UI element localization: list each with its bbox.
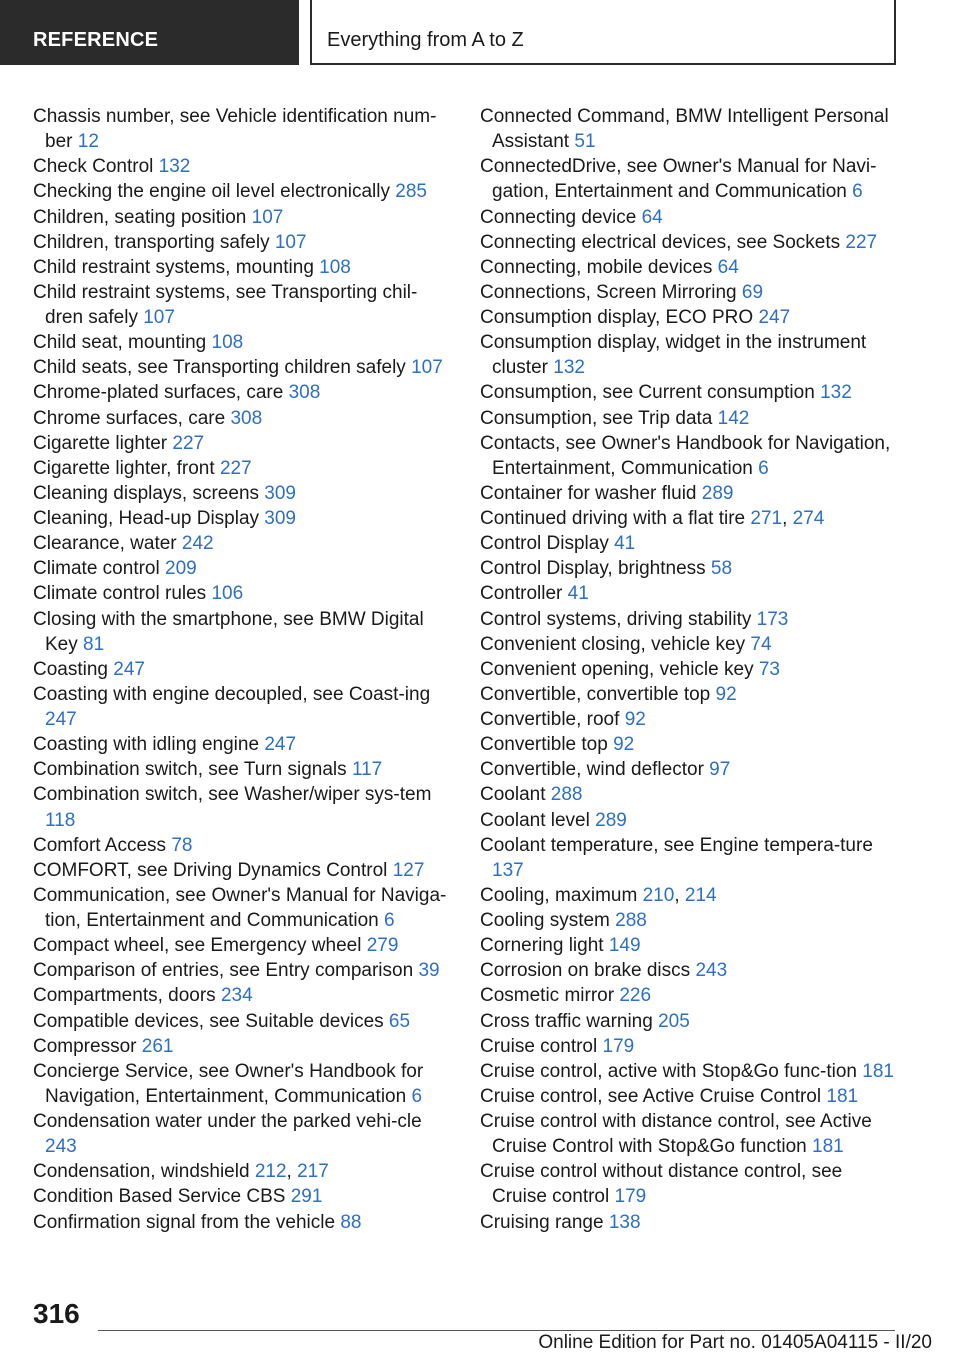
index-entry xyxy=(480,581,900,606)
page-reference-link[interactable]: 132 xyxy=(553,357,585,379)
page-reference-link[interactable]: 247 xyxy=(45,709,77,730)
index-entry xyxy=(33,1184,453,1209)
index-term: Connecting device xyxy=(480,206,642,228)
index-term: Combination switch, see Turn signals xyxy=(33,759,352,781)
index-entry xyxy=(480,607,900,632)
index-entry xyxy=(33,506,453,531)
section-tab xyxy=(0,0,299,65)
page-reference-link[interactable]: 288 xyxy=(550,784,583,806)
index-entry xyxy=(33,858,453,883)
index-term: Condensation, windshield xyxy=(33,1161,255,1183)
page-reference-link[interactable]: 288 xyxy=(615,910,647,931)
page-reference-link[interactable]: 92 xyxy=(715,683,737,705)
index-entry xyxy=(33,983,453,1008)
index-entry xyxy=(33,154,453,179)
index-term: Coasting with idling engine xyxy=(33,734,265,756)
index-entry xyxy=(33,607,453,657)
page-reference-link[interactable]: 41 xyxy=(567,583,589,605)
page-reference-link[interactable]: 309 xyxy=(264,482,296,504)
index-term: Confirmation signal from the vehicle xyxy=(33,1211,341,1233)
page-reference-link[interactable]: 118 xyxy=(45,809,76,831)
index-entry xyxy=(33,732,453,757)
page-reference-link[interactable]: 243 xyxy=(695,960,728,982)
index-term: Cruise control with distance control, see Active Cruise Control with Stop&Go function xyxy=(480,1111,872,1158)
index-entry xyxy=(480,531,900,556)
index-term: Cruising range xyxy=(480,1211,609,1233)
index-term: Cruise control, see Active Cruise Control xyxy=(480,1085,827,1107)
index-entry xyxy=(480,205,900,230)
index-term: Check Control xyxy=(33,156,159,178)
page-reference-link[interactable]: 227 xyxy=(219,457,252,479)
index-term: Compatible devices, see Suitable devices xyxy=(33,1010,389,1032)
index-term: Compact wheel, see Emergency wheel xyxy=(33,935,367,957)
page-reference-link[interactable]: 234 xyxy=(220,985,253,1007)
index-entry xyxy=(33,330,453,355)
index-term: Cruise control, active with Stop&Go func-tion xyxy=(480,1060,863,1082)
index-entry xyxy=(480,732,900,757)
index-term: Connections, Screen Mirroring xyxy=(480,281,742,303)
page-reference-link[interactable]: 107 xyxy=(274,231,307,253)
page-reference-link[interactable]: 64 xyxy=(641,206,663,228)
index-term: Children, seating position xyxy=(33,206,252,228)
page-reference-link[interactable]: 205 xyxy=(658,1010,690,1032)
footer-divider xyxy=(98,1330,895,1331)
index-entry xyxy=(33,230,453,255)
index-entry xyxy=(480,707,900,732)
index-entry xyxy=(480,958,900,983)
index-entry xyxy=(33,933,453,958)
index-entry xyxy=(480,556,900,581)
index-column-right xyxy=(480,104,900,1235)
index-term: Coolant xyxy=(480,784,551,806)
index-entry xyxy=(480,1059,900,1084)
index-entry: Cooling, maximum 210, 214 xyxy=(480,884,717,906)
index-term: Cleaning, Head-up Display xyxy=(33,508,265,529)
index-entry xyxy=(480,757,900,782)
page-reference-link[interactable]: 65 xyxy=(388,1010,411,1032)
page-reference-link[interactable]: 6 xyxy=(411,1085,423,1107)
index-entry xyxy=(480,657,900,682)
page-reference-link[interactable]: 149 xyxy=(608,935,641,957)
page-reference-link[interactable]: 212 xyxy=(254,1161,287,1183)
index-term: Connecting electrical devices, see Sockets xyxy=(480,231,846,253)
index-term: Climate control xyxy=(33,558,165,580)
index-term: Cigarette lighter, front xyxy=(33,457,220,479)
index-entry xyxy=(33,380,453,405)
index-term: Clearance, water xyxy=(33,533,182,555)
page-reference-link[interactable]: 12 xyxy=(77,131,99,153)
page-reference-link[interactable]: 271 xyxy=(750,508,783,529)
index-term: Cigarette lighter xyxy=(33,432,173,454)
index-entry xyxy=(33,1034,453,1059)
index-entry xyxy=(33,1210,453,1235)
index-entry xyxy=(480,255,900,280)
index-term: Comfort Access xyxy=(33,834,172,856)
index-term: Compressor xyxy=(33,1035,142,1057)
index-term: Cornering light xyxy=(480,935,609,957)
index-term: Child restraint systems, see Transporting chil-dren safely xyxy=(33,281,418,328)
index-entry xyxy=(480,833,900,883)
index-entry xyxy=(480,1109,900,1159)
index-term: Chrome-plated surfaces, care xyxy=(33,382,289,404)
index-term: Coolant level xyxy=(480,809,596,831)
page-reference-link[interactable]: 285 xyxy=(395,181,427,203)
page-reference-link[interactable]: 41 xyxy=(614,533,636,555)
page-reference-link[interactable]: 179 xyxy=(602,1035,635,1057)
index-entry xyxy=(33,757,453,782)
index-term: Consumption, see Trip data xyxy=(480,407,718,429)
index-entry xyxy=(33,280,453,330)
index-entry xyxy=(33,255,453,280)
index-entry xyxy=(33,556,453,581)
index-entry xyxy=(480,1084,900,1109)
index-term: Coasting xyxy=(33,658,114,680)
index-term: Controller xyxy=(480,583,568,605)
index-term: Child restraint systems, mounting xyxy=(33,256,320,278)
page-reference-link[interactable]: 242 xyxy=(181,533,214,555)
index-entry xyxy=(480,782,900,807)
page-reference-link[interactable]: 138 xyxy=(608,1211,641,1233)
index-entry xyxy=(33,883,453,933)
index-term: Chrome surfaces, care xyxy=(33,407,231,429)
index-entry xyxy=(33,833,453,858)
index-term: Convertible, roof xyxy=(480,709,625,730)
index-entry xyxy=(480,1159,900,1209)
index-term: Convertible top xyxy=(480,734,614,756)
page-reference-link[interactable]: 308 xyxy=(288,382,321,404)
page-reference-link[interactable]: 309 xyxy=(264,508,296,529)
page-reference-link[interactable]: 132 xyxy=(820,382,852,404)
index-entry xyxy=(33,682,453,732)
page-reference-link[interactable]: 142 xyxy=(717,407,750,429)
index-entry xyxy=(480,1210,900,1235)
index-entry xyxy=(480,230,900,255)
index-entry xyxy=(480,104,900,154)
index-entry xyxy=(480,330,900,380)
page-reference-link[interactable]: 73 xyxy=(758,658,780,680)
page-reference-link[interactable]: 289 xyxy=(595,809,627,831)
page-reference-link[interactable]: 247 xyxy=(264,734,297,756)
index-entry xyxy=(480,682,900,707)
page-reference-link[interactable]: 247 xyxy=(113,658,145,680)
index-entry xyxy=(33,1109,453,1159)
page-reference-link[interactable]: 69 xyxy=(741,281,764,303)
index-term: Concierge Service, see Owner's Handbook for Navigation, Entertainment, Communication xyxy=(33,1060,424,1107)
page-reference-link[interactable]: 179 xyxy=(614,1186,647,1208)
page-reference-link[interactable]: 6 xyxy=(852,181,863,203)
index-term: Cruise control without distance control, see Cruise control xyxy=(480,1161,843,1208)
index-entry xyxy=(33,205,453,230)
index-entry xyxy=(480,154,900,204)
page-reference-link[interactable]: 107 xyxy=(411,357,443,379)
index-entry xyxy=(33,531,453,556)
index-entry xyxy=(33,104,453,154)
index-term: Cosmetic mirror xyxy=(480,985,620,1007)
index-entry xyxy=(480,1009,900,1034)
page-reference-link[interactable]: 210 xyxy=(642,884,675,906)
edition-note: Online Edition for Part no. 01405A04115 - II/20 xyxy=(538,1332,932,1353)
page-reference-link[interactable]: 289 xyxy=(701,482,734,504)
page-reference-link[interactable]: 243 xyxy=(45,1136,77,1158)
index-entry xyxy=(480,1034,900,1059)
index-term: Condensation water under the parked vehi-cle xyxy=(33,1111,422,1132)
page-reference-link[interactable]: 97 xyxy=(709,759,731,781)
index-term: Contacts, see Owner's Handbook for Navigation, Entertainment, Communication xyxy=(480,432,891,479)
page-reference-link[interactable]: 214 xyxy=(684,884,717,906)
index-term: Closing with the smartphone, see BMW Digital Key xyxy=(33,608,424,655)
index-term: Connecting, mobile devices xyxy=(480,256,718,278)
index-entry xyxy=(480,933,900,958)
index-term: Cleaning displays, screens xyxy=(33,482,265,504)
index-term: Cooling, maximum xyxy=(480,884,643,906)
index-term: Convertible, convertible top xyxy=(480,683,716,705)
page-reference-link[interactable]: 6 xyxy=(384,910,395,931)
page-reference-link[interactable]: 217 xyxy=(297,1161,329,1183)
index-term: Consumption display, ECO PRO xyxy=(480,307,759,328)
page-reference-link[interactable]: 78 xyxy=(171,834,193,856)
index-term: Corrosion on brake discs xyxy=(480,960,696,982)
page-title: Everything from A to Z xyxy=(327,29,524,51)
index-term: Convenient closing, vehicle key xyxy=(480,633,751,655)
index-term: Consumption, see Current consumption xyxy=(480,382,821,404)
index-term: Coasting with engine decoupled, see Coast-ing xyxy=(33,683,431,705)
index-term: Cruise control xyxy=(480,1035,603,1057)
index-entry xyxy=(33,958,453,983)
index-entry xyxy=(480,406,900,431)
index-entry xyxy=(480,632,900,657)
index-entry xyxy=(33,355,453,380)
page-reference-link[interactable]: 137 xyxy=(492,859,524,881)
page-reference-link[interactable]: 108 xyxy=(319,256,351,278)
index-entry xyxy=(33,406,453,431)
index-term: Consumption display, widget in the instrument cluster xyxy=(480,332,867,379)
section-label: REFERENCE xyxy=(33,29,159,51)
index-entry xyxy=(33,1009,453,1034)
page-reference-link[interactable]: 92 xyxy=(624,709,646,730)
index-term: Combination switch, see Washer/wiper sys-tem xyxy=(33,784,432,806)
page-reference-link[interactable]: 181 xyxy=(862,1060,894,1082)
page-reference-link[interactable]: 181 xyxy=(826,1085,859,1107)
index-entry xyxy=(480,983,900,1008)
index-term: Container for washer fluid xyxy=(480,482,702,504)
page-reference-link[interactable]: 291 xyxy=(290,1186,323,1208)
page-reference-link[interactable]: 64 xyxy=(717,256,739,278)
page-reference-link[interactable]: 81 xyxy=(83,633,105,655)
index-entry xyxy=(33,481,453,506)
page-reference-link[interactable]: 227 xyxy=(172,432,205,454)
index-term: COMFORT, see Driving Dynamics Control xyxy=(33,859,393,881)
index-term: Checking the engine oil level electronically xyxy=(33,181,396,203)
index-term: Cross traffic warning xyxy=(480,1010,659,1032)
index-entry xyxy=(480,280,900,305)
page-reference-link[interactable]: 39 xyxy=(418,960,440,982)
page-reference-link[interactable]: 279 xyxy=(366,935,399,957)
index-term: Chassis number, see Vehicle identification num-ber xyxy=(33,106,437,153)
index-entry xyxy=(480,481,900,506)
index-entry: Condensation, windshield 212, 217 xyxy=(33,1161,329,1183)
page-reference-link[interactable]: 74 xyxy=(750,633,772,655)
index-entry xyxy=(33,456,453,481)
page-reference-link[interactable]: 132 xyxy=(158,156,191,178)
page-reference-link[interactable]: 181 xyxy=(812,1136,844,1158)
page-reference-link[interactable]: 127 xyxy=(392,859,425,881)
page-reference-link[interactable]: 274 xyxy=(792,508,825,529)
index-term: Convertible, wind deflector xyxy=(480,759,710,781)
page-reference-link[interactable]: 107 xyxy=(143,307,175,328)
page-reference-link[interactable]: 173 xyxy=(756,608,789,630)
index-term: Coolant temperature, see Engine tempera-ture xyxy=(480,834,873,856)
page-reference-link[interactable]: 88 xyxy=(340,1211,362,1233)
index-entry xyxy=(33,1059,453,1109)
index-term: ConnectedDrive, see Owner's Manual for Navi-gation, Entertainment and Communication xyxy=(480,156,877,203)
index-term: Climate control rules xyxy=(33,583,212,605)
index-entry xyxy=(480,908,900,933)
index-term: Condition Based Service CBS xyxy=(33,1186,291,1208)
index-term: Communication, see Owner's Manual for Naviga-tion, Entertainment and Communication xyxy=(33,884,447,931)
page-reference-link[interactable]: 261 xyxy=(141,1035,174,1057)
page-reference-link[interactable]: 117 xyxy=(351,759,383,781)
page-reference-link[interactable]: 92 xyxy=(613,734,635,756)
page-reference-link[interactable]: 107 xyxy=(251,206,284,228)
index-term: Children, transporting safely xyxy=(33,231,275,253)
index-entry xyxy=(33,581,453,606)
page-reference-link[interactable]: 226 xyxy=(619,985,652,1007)
page-reference-link[interactable]: 58 xyxy=(710,558,733,580)
index-term: Child seat, mounting xyxy=(33,332,212,354)
page-reference-link[interactable]: 106 xyxy=(211,583,244,605)
index-entry xyxy=(480,380,900,405)
index-entry xyxy=(33,179,453,204)
index-column-left xyxy=(33,104,453,1235)
header-title-box xyxy=(310,0,896,65)
index-entry xyxy=(33,782,453,832)
index-term: Cooling system xyxy=(480,910,616,931)
page-reference-link[interactable]: 6 xyxy=(758,457,769,479)
index-entry xyxy=(33,431,453,456)
index-term: Control Display, brightness xyxy=(480,558,711,580)
index-term: Connected Command, BMW Intelligent Personal Assistant xyxy=(480,106,889,153)
page-number: 316 xyxy=(33,1298,80,1329)
index-term: Compartments, doors xyxy=(33,985,221,1007)
index-entry xyxy=(480,431,900,481)
index-term: Control systems, driving stability xyxy=(480,608,757,630)
page-reference-link[interactable]: 108 xyxy=(211,332,244,354)
page-reference-link[interactable]: 308 xyxy=(230,407,263,429)
index-term: Convenient opening, vehicle key xyxy=(480,658,759,680)
page-reference-link[interactable]: 247 xyxy=(758,307,791,328)
page-reference-link[interactable]: 209 xyxy=(165,558,197,580)
page-reference-link[interactable]: 227 xyxy=(845,231,878,253)
page-reference-link[interactable]: 51 xyxy=(574,131,596,153)
index-entry xyxy=(480,305,900,330)
index-entry xyxy=(480,808,900,833)
index-term: Control Display xyxy=(480,533,615,555)
index-term: Child seats, see Transporting children safely xyxy=(33,357,412,379)
index-entry: Continued driving with a flat tire 271, 274 xyxy=(480,508,825,529)
index-term: Comparison of entries, see Entry comparison xyxy=(33,960,419,982)
index-term: Continued driving with a flat tire xyxy=(480,508,751,529)
index-entry xyxy=(33,657,453,682)
